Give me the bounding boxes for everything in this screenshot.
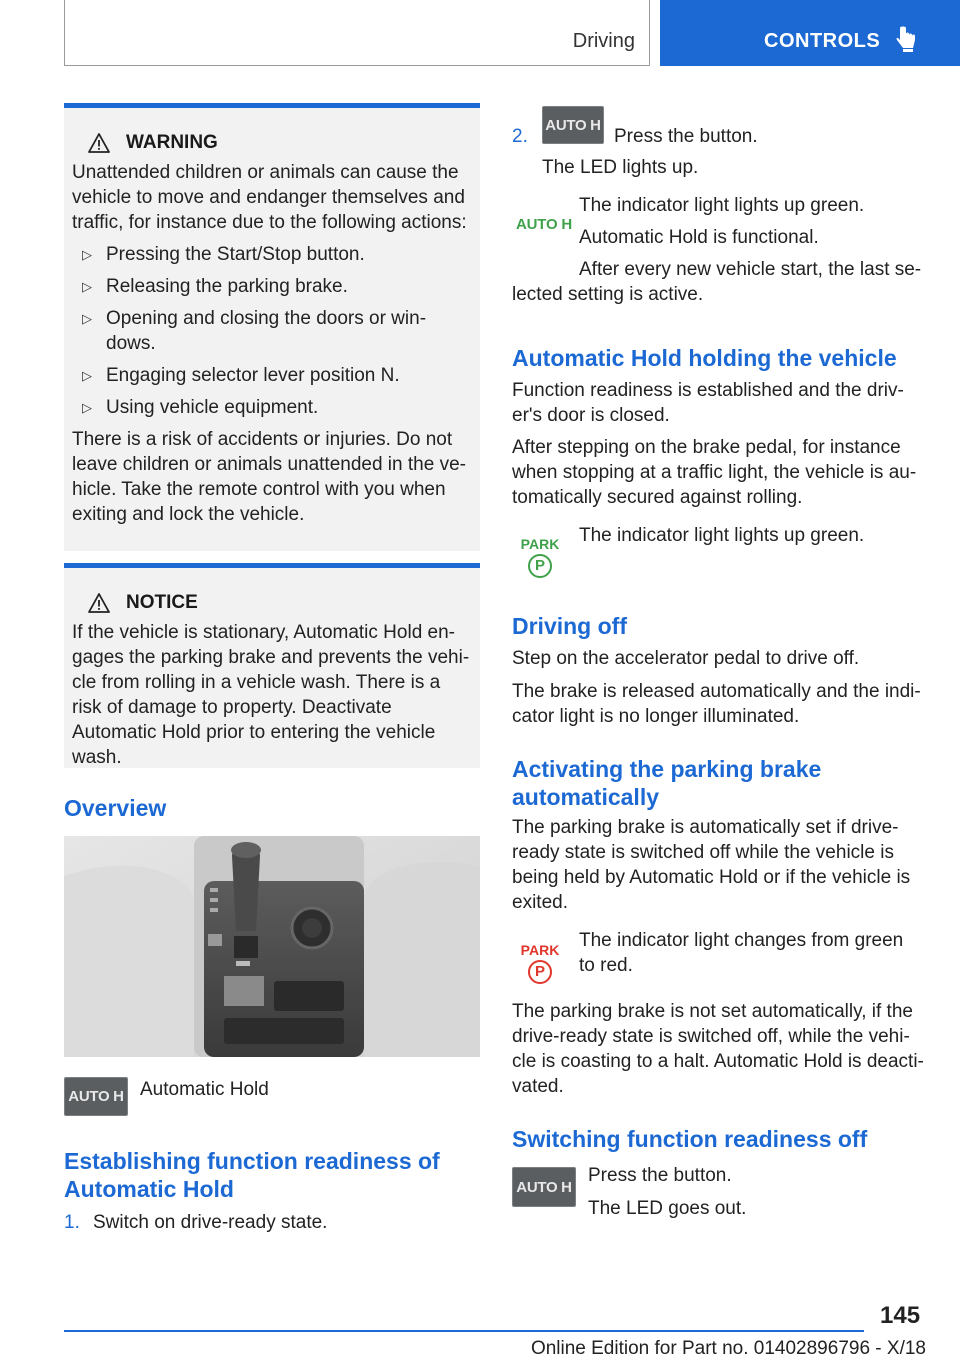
activating-indicator-text: The indicator light changes from green to red. — [579, 930, 904, 976]
footer-edition: Online Edition for Part no. 01402896796 - X/18 — [530, 1338, 926, 1359]
activating-text-1: The parking brake is automatically set if drive-ready state is switched off while the vehicle is being held by Automatic Hold or if the vehicle is exited. — [512, 817, 911, 913]
driving-off-text-1: Step on the accelerator pedal to drive off. — [512, 648, 860, 669]
notice-title: NOTICE — [88, 592, 472, 614]
activating-text-2: The parking brake is not set automatically, if the drive-ready state is switched off, while the vehi-cle is coasting to a halt. Automatic Hold is deacti-vated. — [512, 1001, 924, 1097]
step-number: 1. — [64, 1212, 80, 1233]
auto-hold-button-icon: AUTO H — [512, 1167, 576, 1207]
page-number: 145 — [880, 1302, 921, 1329]
pointing-hand-icon — [896, 26, 918, 52]
notice-box — [64, 563, 480, 768]
switching-off-text-1: Press the button. — [588, 1165, 732, 1186]
activating-heading: Activating the parking brake automatically — [512, 756, 822, 810]
auto-hold-caption-row — [64, 1077, 480, 1117]
warning-intro: Unattended children or animals can cause the vehicle to move and endanger themselves and traffic, for instance due to the following actions: — [72, 162, 467, 233]
step-text: Switch on drive-ready state. — [93, 1212, 328, 1233]
list-item: ▷ Engaging selector lever position N. — [72, 363, 472, 388]
auto-hold-indicator-icon: AUTO H — [516, 216, 573, 233]
establishing-heading: Establishing function readiness of Automatic Hold — [64, 1148, 440, 1202]
header-section-title: Driving — [572, 30, 635, 52]
auto-hold-caption: Automatic Hold — [140, 1079, 269, 1100]
warning-box — [64, 103, 480, 551]
step-text: Press the button. — [614, 126, 758, 147]
holding-heading: Automatic Hold holding the vehicle — [512, 345, 897, 371]
header-section-box — [64, 0, 650, 66]
holding-text-1: Function readiness is established and the driv-er's door is closed. — [512, 380, 904, 426]
step-number: 2. — [512, 126, 528, 147]
step-led-text: The LED lights up. — [542, 157, 699, 178]
warning-list — [72, 242, 472, 420]
step-1 — [64, 1210, 480, 1235]
auto-hold-button-icon: AUTO H — [64, 1077, 128, 1116]
indicator-text-block: The indicator light lights up green. Automatic Hold is functional. — [579, 195, 865, 248]
driving-off-text-2: The brake is released automatically and the indi-cator light is no longer illuminated. — [512, 681, 921, 727]
list-item: ▷ Pressing the Start/Stop button. — [72, 242, 472, 267]
warning-title: WARNING — [88, 132, 472, 154]
warning-triangle-icon — [88, 593, 110, 613]
park-indicator-green-icon: PARK P — [520, 537, 560, 578]
park-indicator-red-icon: PARK P — [520, 943, 560, 984]
header-chapter-tab — [660, 0, 960, 66]
warning-triangle-icon — [88, 133, 110, 153]
warning-outro: There is a risk of accidents or injuries. Do not leave children or animals unattended in the ve-hicle. Take the remote control with you when exiting and lock the vehicle. — [72, 429, 466, 525]
last-setting-text: After every new vehicle start, the last se-lected setting is active. — [512, 259, 922, 305]
footer-divider — [64, 1330, 864, 1332]
holding-text-2: After stepping on the brake pedal, for instance when stopping at a traffic light, the vehicle is au-tomatically secured against rolling. — [512, 437, 917, 508]
center-console-photo — [64, 836, 480, 1057]
switching-off-heading: Switching function readiness off — [512, 1126, 868, 1152]
list-item: ▷ Opening and closing the doors or win-dows. — [72, 306, 472, 356]
notice-text: If the vehicle is stationary, Automatic Hold en-gages the parking brake and prevents the vehi-cle from rolling in a vehicle wash. There is a risk of damage to property. Deactivate Automatic Hold prior to entering the vehicle wash. — [72, 622, 470, 768]
switching-off-text-2: The LED goes out. — [588, 1198, 747, 1219]
step-2 — [512, 106, 932, 176]
holding-indicator-text: The indicator light lights up green. — [579, 525, 865, 546]
list-item: ▷ Releasing the parking brake. — [72, 274, 472, 299]
driving-off-heading: Driving off — [512, 613, 627, 639]
header-chapter-title: CONTROLS — [764, 30, 881, 52]
overview-heading: Overview — [64, 795, 167, 821]
auto-hold-button-icon: AUTO H — [542, 106, 604, 144]
list-item: ▷ Using vehicle equipment. — [72, 395, 472, 420]
